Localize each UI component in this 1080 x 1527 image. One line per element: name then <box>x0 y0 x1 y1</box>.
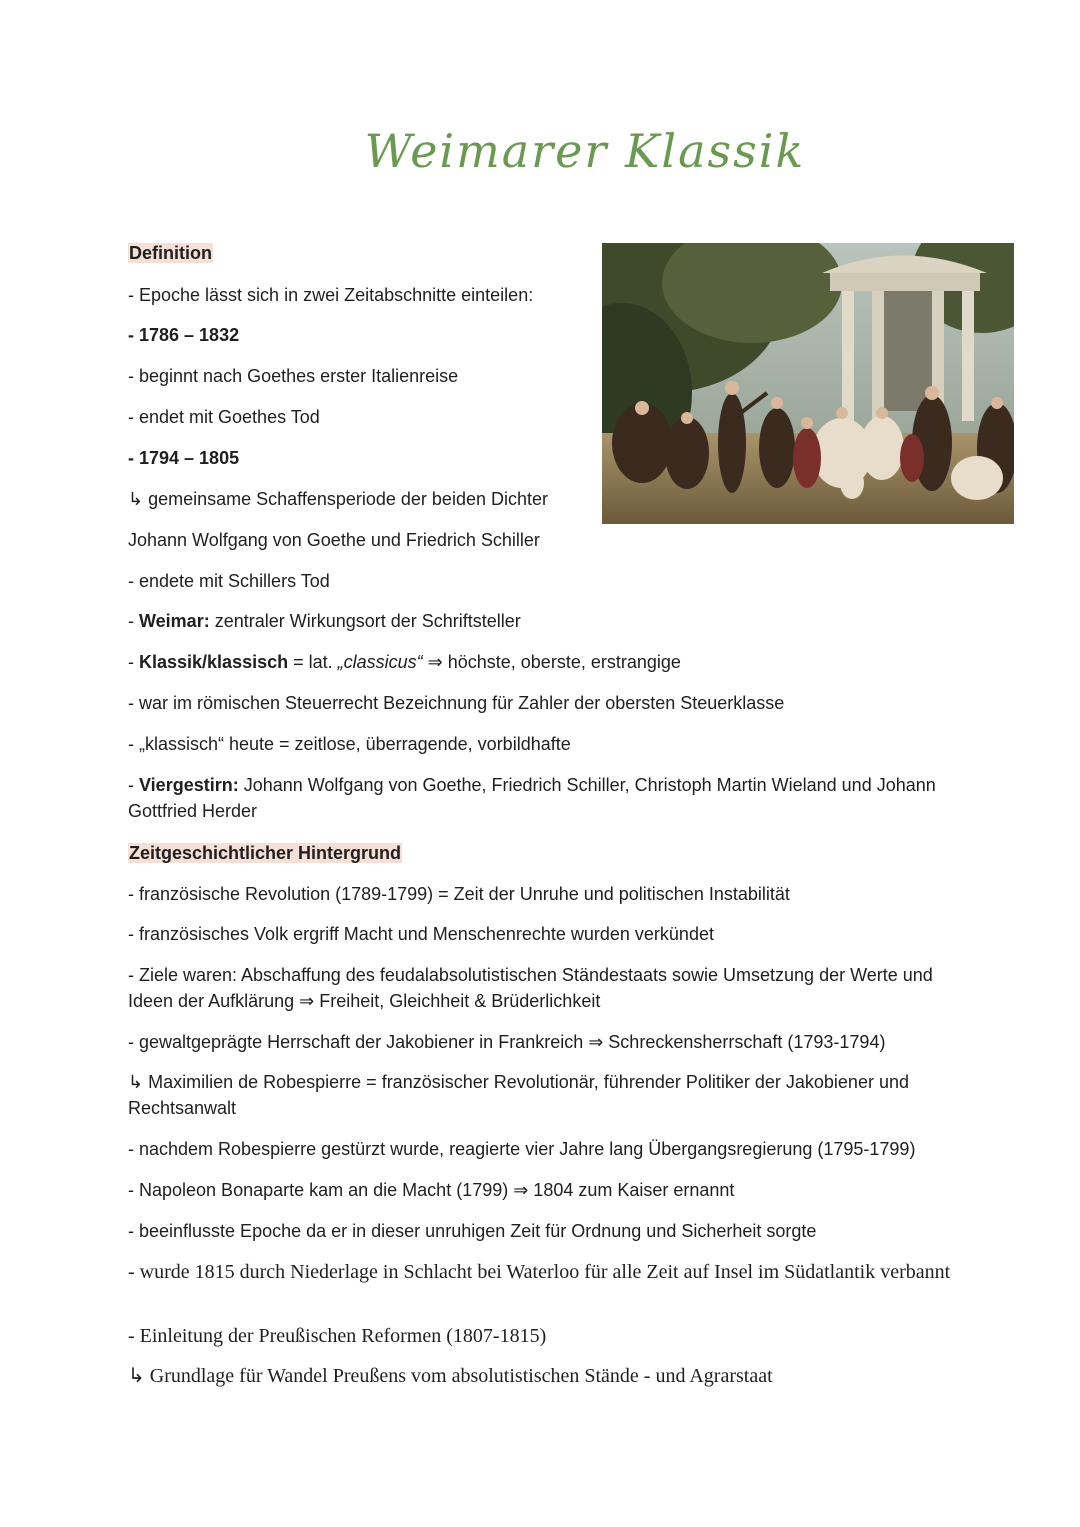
text-paragraph: - Ziele waren: Abschaffung des feudalabsolutistischen Ständestaats sowie Umsetzung der Werte und Ideen der Aufklärung ⇒ Freiheit, Gleichheit & Brüderlichkeit <box>128 965 933 1011</box>
text-line: - Weimar: zentraler Wirkungsort der Schriftsteller <box>128 611 521 631</box>
text-line: - französisches Volk ergriff Macht und Menschenrechte wurden verkündet <box>128 924 714 944</box>
text-line: - gewaltgeprägte Herrschaft der Jakobiener in Frankreich ⇒ Schreckensherrschaft (1793-1794) <box>128 1032 886 1052</box>
text-paragraph: ↳ Maximilien de Robespierre = französischer Revolutionär, führender Politiker der Jakobiener und Rechtsanwalt <box>128 1072 909 1118</box>
page-title: Weimarer Klassik <box>364 124 806 178</box>
text-line: - endet mit Goethes Tod <box>128 407 320 427</box>
background-heading: Zeitgeschichtlicher Hintergrund <box>129 843 402 863</box>
text-line: - Einleitung der Preußischen Reformen (1807-1815) <box>128 1325 547 1347</box>
text-line: - Klassik/klassisch = lat. „classicus“ ⇒ höchste, oberste, erstrangige <box>128 652 681 672</box>
text-line: ↳ gemeinsame Schaffensperiode der beiden Dichter <box>128 489 548 509</box>
text-line: Johann Wolfgang von Goethe und Friedrich Schiller <box>128 530 540 550</box>
text-line: - war im römischen Steuerrecht Bezeichnung für Zahler der obersten Steuerklasse <box>128 693 785 713</box>
text-line: - beeinflusste Epoche da er in dieser unruhigen Zeit für Ordnung und Sicherheit sorgte <box>128 1221 817 1241</box>
text-line: - Napoleon Bonaparte kam an die Macht (1799) ⇒ 1804 zum Kaiser ernannt <box>128 1180 735 1200</box>
text-line: - 1794 – 1805 <box>128 448 240 468</box>
text-line: - „klassisch“ heute = zeitlose, überragende, vorbildhafte <box>128 734 571 754</box>
text-line: - Epoche lässt sich in zwei Zeitabschnitte einteilen: <box>128 285 534 305</box>
text-line: - nachdem Robespierre gestürzt wurde, reagierte vier Jahre lang Übergangsregierung (1795-1799) <box>128 1139 916 1159</box>
definition-heading: Definition <box>129 243 212 263</box>
text-line: ↳ Grundlage für Wandel Preußens vom absolutistischen Stände - und Agrarstaat <box>128 1365 773 1387</box>
text-line: - französische Revolution (1789-1799) = Zeit der Unruhe und politischen Instabilität <box>128 884 790 904</box>
text-line: - 1786 – 1832 <box>128 325 240 345</box>
text-paragraph: - wurde 1815 durch Niederlage in Schlacht bei Waterloo für alle Zeit auf Insel im Südatlantik verbannt <box>128 1261 951 1283</box>
painting-image <box>602 243 1014 524</box>
text-line: - endete mit Schillers Tod <box>128 571 330 591</box>
text-line: - beginnt nach Goethes erster Italienreise <box>128 366 459 386</box>
text-paragraph: - Viergestirn: Johann Wolfgang von Goethe, Friedrich Schiller, Christoph Martin Wieland und Johann Gottfried Herder <box>128 775 936 821</box>
